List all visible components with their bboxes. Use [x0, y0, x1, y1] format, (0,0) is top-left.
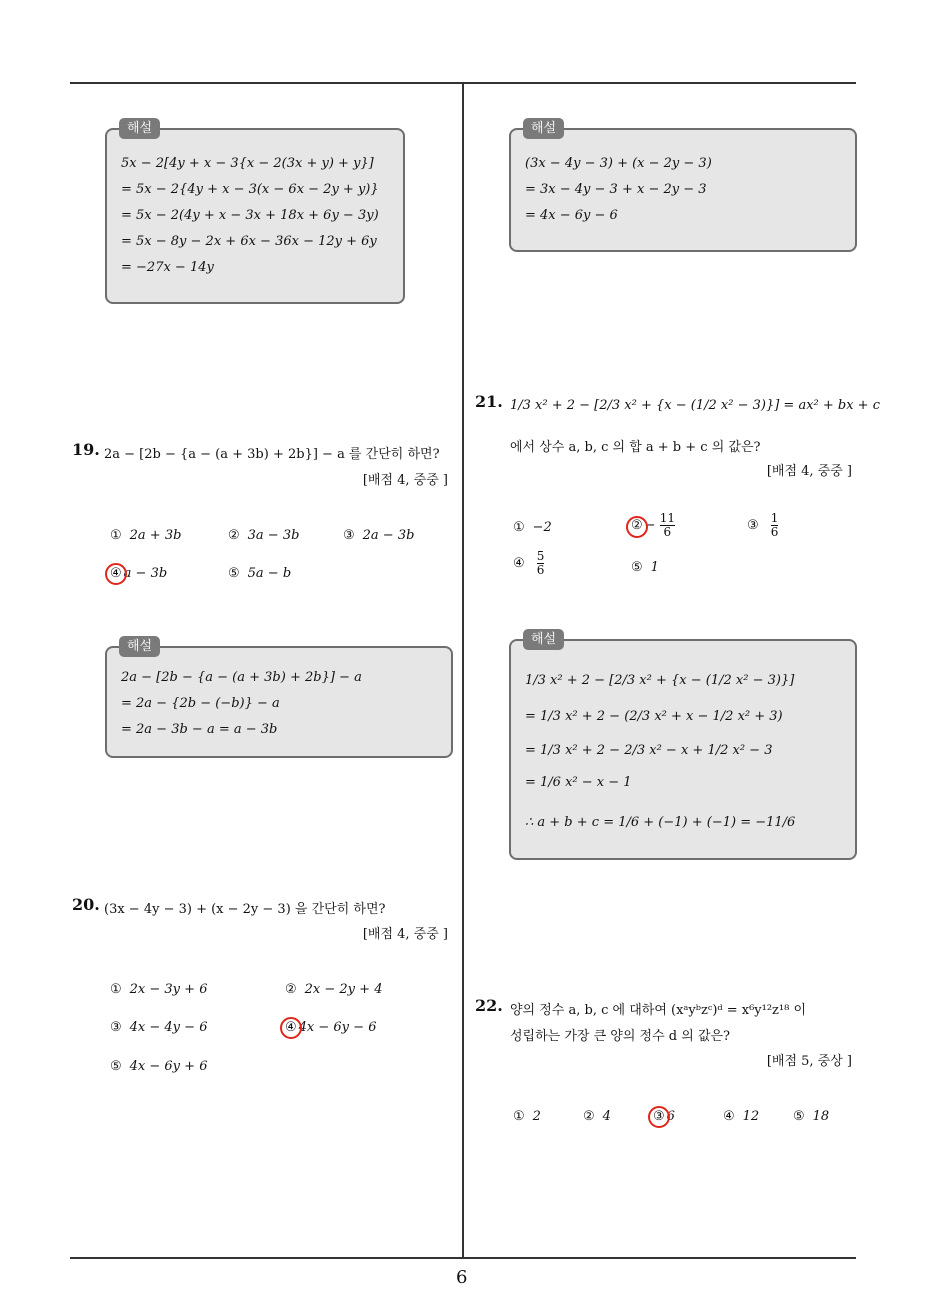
question-meta: [배점 4, 중중 ] — [766, 464, 852, 479]
solution-box-18 — [105, 121, 405, 304]
answer-circle — [626, 516, 648, 538]
solution-line: = 5x − 8y − 2x + 6x − 36x − 12y + 6y — [121, 234, 377, 249]
option-3[interactable]: ③ 6 — [653, 1109, 675, 1124]
solution-line: = 2a − {2b − (−b)} − a — [121, 696, 280, 711]
question-equation: 1/3 x² + 2 − [2/3 x² + {x − (1/2 x² − 3)}] = ax² + bx + c — [510, 398, 880, 413]
column-divider — [462, 84, 464, 1258]
question-meta: [배점 5, 중상 ] — [766, 1054, 852, 1069]
option-2[interactable]: ② 2x − 2y + 4 — [285, 982, 383, 997]
question-number: 20. — [72, 895, 100, 914]
option-4[interactable]: ④ $\frac{5}{6}$ — [513, 549, 545, 577]
solution-box-19 — [105, 639, 453, 758]
option-5[interactable]: ⑤ 18 — [793, 1109, 830, 1124]
question-text: 에서 상수 a, b, c 의 합 a + b + c 의 값은? — [510, 440, 761, 455]
solution-line: 1/3 x² + 2 − [2/3 x² + {x − (1/2 x² − 3)}] — [525, 673, 795, 688]
solution-box-21 — [509, 632, 857, 860]
solution-tag: 해설 — [119, 636, 160, 657]
solution-line: ∴ a + b + c = 1/6 + (−1) + (−1) = −11/6 — [525, 815, 796, 830]
bottom-rule — [70, 1257, 856, 1259]
option-1[interactable]: ① 2x − 3y + 6 — [110, 982, 208, 997]
option-3[interactable]: ③ $\frac{1}{6}$ — [747, 511, 779, 539]
solution-line: = 5x − 2(4y + x − 3x + 18x + 6y − 3y) — [121, 208, 379, 223]
option-2[interactable]: ② 3a − 3b — [228, 528, 300, 543]
solution-tag: 해설 — [523, 629, 564, 650]
question-text: 양의 정수 a, b, c 에 대하여 (xᵃyᵇzᶜ)ᵈ = x⁶y¹²z¹⁸ 이 — [510, 1003, 807, 1018]
solution-box-20 — [509, 121, 857, 252]
solution-line: = 4x − 6y − 6 — [525, 208, 618, 223]
option-3[interactable]: ③ 4x − 4y − 6 — [110, 1020, 208, 1035]
question-meta: [배점 4, 중중 ] — [362, 473, 448, 488]
question-meta: [배점 4, 중중 ] — [362, 927, 448, 942]
option-4[interactable]: ④ 12 — [723, 1109, 760, 1124]
option-1[interactable]: ① −2 — [513, 520, 552, 535]
solution-line: = 1/3 x² + 2 − (2/3 x² + x − 1/2 x² + 3) — [525, 709, 783, 724]
question-number: 22. — [475, 996, 503, 1015]
solution-line: = 1/3 x² + 2 − 2/3 x² − x + 1/2 x² − 3 — [525, 743, 773, 758]
answer-circle — [648, 1106, 670, 1128]
solution-line: = −27x − 14y — [121, 260, 214, 275]
option-4[interactable]: ④ a − 3b — [110, 566, 168, 581]
option-3[interactable]: ③ 2a − 3b — [343, 528, 415, 543]
solution-tag: 해설 — [119, 118, 160, 139]
option-5[interactable]: ⑤ 5a − b — [228, 566, 292, 581]
solution-line: (3x − 4y − 3) + (x − 2y − 3) — [525, 156, 712, 171]
question-text: 성립하는 가장 큰 양의 정수 d 의 값은? — [510, 1029, 731, 1044]
option-1[interactable]: ① 2 — [513, 1109, 541, 1124]
option-5[interactable]: ⑤ 1 — [631, 560, 659, 575]
solution-line: = 3x − 4y − 3 + x − 2y − 3 — [525, 182, 707, 197]
question-number: 21. — [475, 392, 503, 411]
option-2[interactable]: ② 4 — [583, 1109, 611, 1124]
option-1[interactable]: ① 2a + 3b — [110, 528, 182, 543]
solution-line: = 1/6 x² − x − 1 — [525, 775, 632, 790]
question-number: 19. — [72, 440, 100, 459]
option-2[interactable]: ② − $\frac{11}{6}$ — [631, 511, 675, 539]
solution-tag: 해설 — [523, 118, 564, 139]
question-text: (3x − 4y − 3) + (x − 2y − 3) 을 간단히 하면? — [104, 902, 386, 917]
solution-line: 2a − [2b − {a − (a + 3b) + 2b}] − a — [121, 670, 362, 685]
option-5[interactable]: ⑤ 4x − 6y + 6 — [110, 1059, 208, 1074]
solution-line: 5x − 2[4y + x − 3{x − 2(3x + y) + y}] — [121, 156, 374, 171]
solution-line: = 5x − 2{4y + x − 3(x − 6x − 2y + y)} — [121, 182, 379, 197]
answer-circle — [105, 563, 127, 585]
page-number: 6 — [456, 1267, 468, 1288]
option-4[interactable]: ④ 4x − 6y − 6 — [285, 1020, 377, 1035]
solution-line: = 2a − 3b − a = a − 3b — [121, 722, 278, 737]
question-text: 2a − [2b − {a − (a + 3b) + 2b}] − a 를 간단히 하면? — [104, 447, 440, 462]
answer-circle — [280, 1017, 302, 1039]
